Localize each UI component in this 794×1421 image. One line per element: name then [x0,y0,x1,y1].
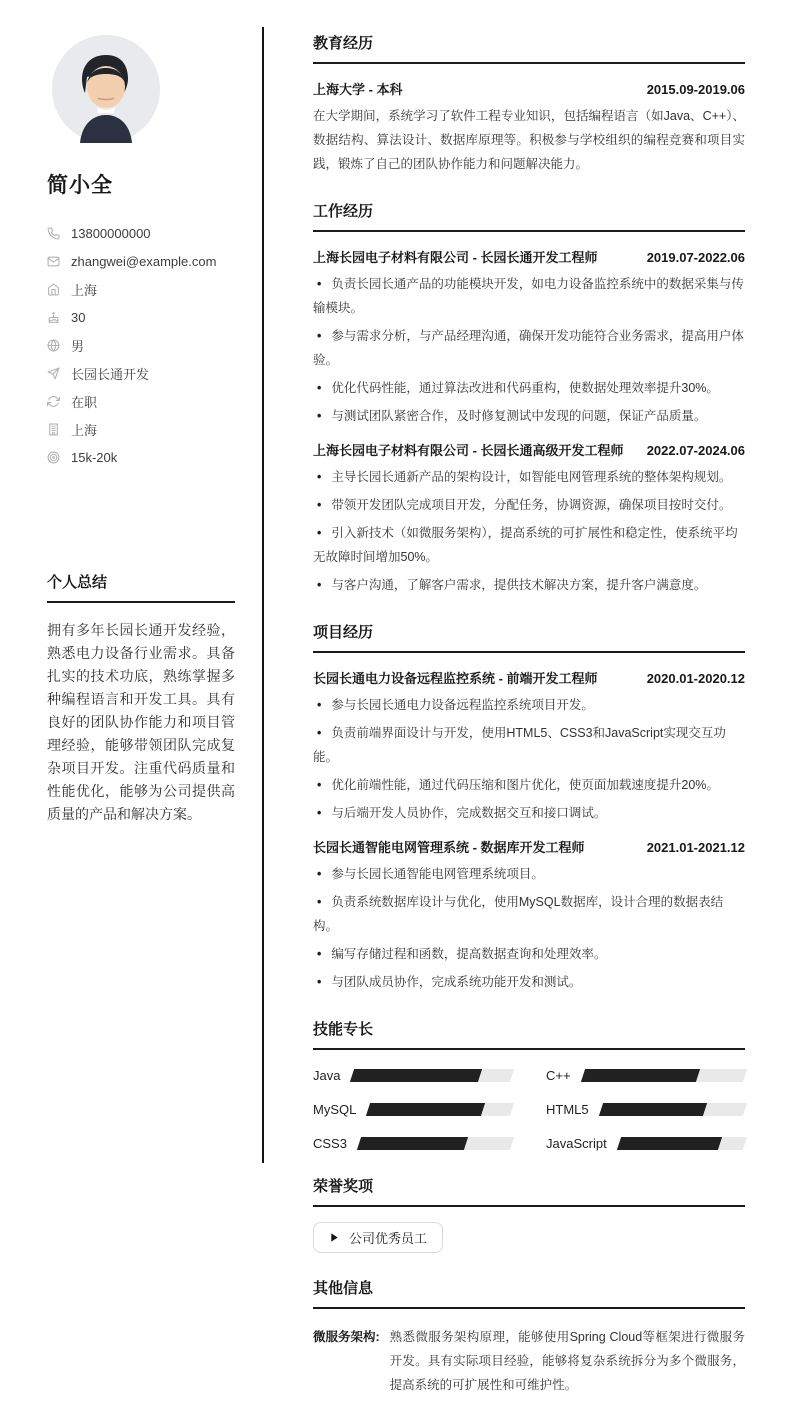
position-icon [47,367,60,380]
work-heading: 工作经历 [313,200,745,232]
work-bullet: • 引入新技术（如微服务架构），提高系统的可扩展性和稳定性，使系统平均无故障时间增加50%。 [313,521,745,569]
work-bullet: • 负责长园长通产品的功能模块开发，如电力设备监控系统中的数据采集与传输模块。 [313,272,745,320]
contact-email-value: zhangwei@example.com [71,253,217,269]
honors-heading: 荣誉奖项 [313,1175,745,1207]
contact-list [47,219,235,471]
contact-age-value: 30 [71,309,86,325]
education-date: 2015.09-2019.06 [646,82,745,97]
phone-icon [47,227,60,240]
skill-row-css3 [313,1136,512,1151]
skills-section [313,1018,745,1151]
skill-name: C++ [546,1068,571,1083]
skill-bar [366,1103,514,1116]
work-entry-title: 上海长园电子材料有限公司 - 长园长通高级开发工程师 [313,443,624,458]
skill-bar [617,1137,748,1150]
contact-gender [47,331,235,359]
home-icon [47,283,60,296]
work-entry [313,440,745,597]
contact-status [47,387,235,415]
contact-phone [47,219,235,247]
contact-gender-value: 男 [71,338,85,354]
gender-icon [47,339,60,352]
education-title: 上海大学 - 本科 [313,82,403,97]
candidate-name: 简小全 [47,174,113,197]
education-heading: 教育经历 [313,32,745,64]
project-bullet: • 参与长园长通智能电网管理系统项目。 [313,862,745,886]
project-entry-date: 2020.01-2020.12 [646,671,745,686]
skill-name: CSS3 [313,1136,347,1151]
work-bullet: • 与客户沟通，了解客户需求，提供技术解决方案，提升客户满意度。 [313,573,745,597]
skills-grid [313,1068,745,1151]
skill-row-cpp [546,1068,745,1083]
summary-heading: 个人总结 [47,571,235,603]
status-icon [47,395,60,408]
contact-phone-value: 13800000000 [71,225,151,241]
mail-icon [47,255,60,268]
skill-row-javascript [546,1136,745,1151]
contact-salary [47,443,235,471]
project-bullet: • 负责前端界面设计与开发，使用HTML5、CSS3和JavaScript实现交互功能。 [313,721,745,769]
projects-section [313,621,745,994]
work-entry [313,247,745,428]
contact-city [47,415,235,443]
honors-section [313,1175,745,1253]
profile-photo-illustration [52,35,160,143]
other-info-section [313,1277,745,1397]
sidebar-divider [262,27,264,1163]
project-entry [313,668,745,825]
sidebar [47,35,235,826]
play-icon [329,1232,340,1243]
skill-name: Java [313,1068,341,1083]
project-entry-title: 长园长通电力设备远程监控系统 - 前端开发工程师 [313,671,598,686]
contact-status-value: 在职 [71,394,98,410]
contact-salary-value: 15k-20k [71,449,118,465]
education-description: 在大学期间，系统学习了软件工程专业知识，包括编程语言（如Java、C++）、数据结构、算法设计、数据库原理等。积极参与学校组织的编程竞赛和项目实践，锻炼了自己的团队协作能力和问题解决能力。 [313,109,745,171]
project-bullet: • 参与长园长通电力设备远程监控系统项目开发。 [313,693,745,717]
skill-row-mysql [313,1102,512,1117]
skill-row-html5 [546,1102,745,1117]
project-bullet: • 优化前端性能，通过代码压缩和图片优化，使页面加载速度提升20%。 [313,773,745,797]
age-icon [47,311,60,324]
education-section [313,32,745,176]
skill-bar [599,1103,748,1116]
project-entry-title: 长园长通智能电网管理系统 - 数据库开发工程师 [313,840,585,855]
project-bullet: • 与团队成员协作，完成系统功能开发和测试。 [313,970,745,994]
work-bullet: • 与测试团队紧密合作，及时修复测试中发现的问题，保证产品质量。 [313,404,745,428]
work-section [313,200,745,597]
work-entry-date: 2019.07-2022.06 [646,250,745,265]
other-info-label: 微服务架构: [313,1330,380,1344]
work-entry-title: 上海长园电子材料有限公司 - 长园长通开发工程师 [313,250,598,265]
project-bullet: • 与后端开发人员协作，完成数据交互和接口调试。 [313,801,745,825]
work-bullet: • 优化代码性能，通过算法改进和代码重构，使数据处理效率提升30%。 [313,376,745,400]
project-bullet: • 负责系统数据库设计与优化，使用MySQL数据库，设计合理的数据表结构。 [313,890,745,938]
skill-bar [580,1069,747,1082]
education-entry [313,79,745,176]
honor-badge-label: 公司优秀员工 [349,1231,428,1246]
other-info-heading: 其他信息 [313,1277,745,1309]
contact-position-value: 长园长通开发 [71,366,150,382]
summary-section [47,571,235,826]
contact-city-value: 上海 [71,422,98,438]
work-bullet: • 参与需求分析，与产品经理沟通，确保开发功能符合业务需求，提高用户体验。 [313,324,745,372]
contact-age [47,303,235,331]
project-entry-date: 2021.01-2021.12 [646,840,745,855]
skill-bar [357,1137,514,1150]
summary-text: 拥有多年长园长通开发经验，熟悉电力设备行业需求。具备扎实的技术功底，熟练掌握多种编程语言和开发工具。具有良好的团队协作能力和项目管理经验，能够带领团队完成复杂项目开发。注重代码质量和性能优化，能够为公司提供高质量的产品和解决方案。 [47,622,235,822]
project-bullet: • 编写存储过程和函数，提高数据查询和处理效率。 [313,942,745,966]
skill-name: HTML5 [546,1102,589,1117]
work-bullet: • 带领开发团队完成项目开发，分配任务，协调资源，确保项目按时交付。 [313,493,745,517]
main-column [313,32,745,1421]
profile-photo [52,35,160,143]
building-icon [47,423,60,436]
skill-row-java [313,1068,512,1083]
project-entry [313,837,745,994]
honor-badge [313,1222,443,1253]
contact-location [47,275,235,303]
salary-icon [47,451,60,464]
contact-location-value: 上海 [71,282,98,298]
skill-bar [350,1069,514,1082]
contact-position [47,359,235,387]
skill-name: MySQL [313,1102,357,1117]
contact-email [47,247,235,275]
work-bullet: • 主导长园长通新产品的架构设计，如智能电网管理系统的整体架构规划。 [313,465,745,489]
skill-name: JavaScript [546,1136,607,1151]
work-entry-date: 2022.07-2024.06 [646,443,745,458]
skills-heading: 技能专长 [313,1018,745,1050]
other-info-text: 熟悉微服务架构原理，能够使用Spring Cloud等框架进行微服务开发。具有实际项目经验，能够将复杂系统拆分为多个微服务，提高系统的可扩展性和可维护性。 [389,1330,745,1392]
projects-heading: 项目经历 [313,621,745,653]
